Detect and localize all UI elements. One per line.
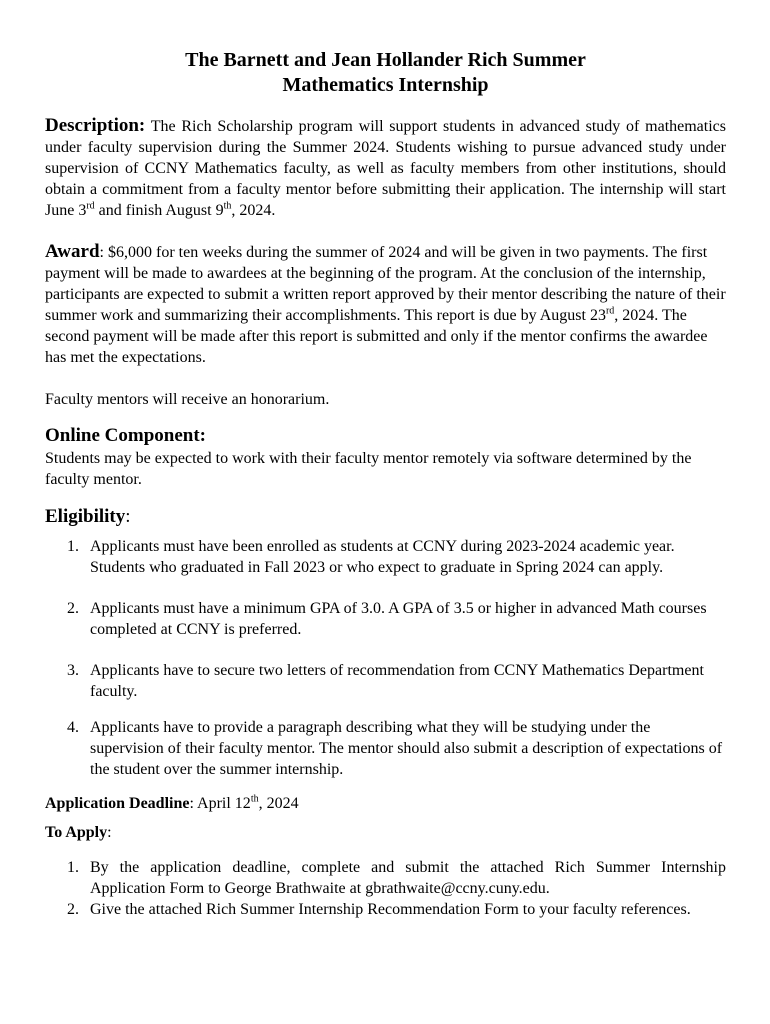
- list-item-number: 4.: [67, 719, 79, 736]
- list-item: [45, 899, 726, 920]
- description-sup-a: rd: [86, 200, 95, 212]
- list-item: [45, 717, 726, 780]
- award-text-b: , 2024. The second payment will be made after this report is submitted and only if the mentor confirms the awardee has met the expectations.: [45, 307, 708, 366]
- list-item-text: Applicants must have been enrolled as students at CCNY during 2023-2024 academic year. Students who graduated in Fall 2023 or who expect to graduate in Spring 2024 can apply.: [90, 538, 675, 576]
- list-item-text: Applicants must have a minimum GPA of 3.0. A GPA of 3.5 or higher in advanced Math courses completed at CCNY is preferred.: [90, 600, 707, 638]
- eligibility-label: Eligibility: [45, 506, 126, 527]
- award-paragraph: [45, 241, 726, 368]
- list-item: [45, 660, 726, 702]
- to-apply-colon: :: [107, 824, 112, 841]
- description-paragraph: [45, 115, 726, 221]
- online-heading: Online Component:: [45, 425, 206, 446]
- list-item: [45, 857, 726, 899]
- deadline-label: Application Deadline: [45, 795, 190, 812]
- online-text: Students may be expected to work with their faculty mentor remotely via software determined by the faculty mentor.: [45, 450, 692, 488]
- deadline-text-b: , 2024: [258, 795, 299, 812]
- description-text-c: , 2024.: [231, 202, 276, 219]
- description-sup-b: th: [223, 200, 232, 212]
- deadline-sup: th: [250, 793, 259, 805]
- description-text-a: The Rich Scholarship program will support students in advanced study of mathematics under faculty supervision during the Summer 2024. Students wishing to pursue advanced study under supervision of CCNY Mathematics faculty, as well as faculty members from other institutions, should obtain a commitment from a faculty mentor before submitting their application. The internship will start June 3: [45, 118, 727, 219]
- to-apply-heading: [45, 822, 726, 843]
- eligibility-heading: [45, 505, 726, 529]
- list-item-number: 1.: [67, 538, 79, 555]
- faculty-note: Faculty mentors will receive an honorarium.: [45, 391, 330, 408]
- application-deadline: [45, 793, 726, 814]
- description-text-b: and finish August 9: [94, 202, 224, 219]
- list-item-text: Give the attached Rich Summer Internship Recommendation Form to your faculty references.: [90, 901, 691, 918]
- list-item-text: Applicants have to provide a paragraph describing what they will be studying under the supervision of their faculty mentor. The mentor should also submit a description of expectations of the student over the summer internship.: [90, 719, 723, 778]
- list-item-number: 1.: [67, 859, 79, 876]
- list-item-number: 2.: [67, 600, 79, 617]
- list-item-text: By the application deadline, complete and submit the attached Rich Summer Internship Application Form to George Brathwaite at gbrathwaite@ccny.cuny.edu.: [90, 859, 726, 897]
- deadline-text-a: : April 12: [189, 795, 251, 812]
- list-item: [45, 598, 726, 640]
- list-item-text: Applicants have to secure two letters of recommendation from CCNY Mathematics Department faculty.: [90, 662, 704, 700]
- title-line-1: The Barnett and Jean Hollander Rich Summer: [185, 49, 586, 71]
- list-item: [45, 536, 726, 578]
- eligibility-list: [45, 536, 726, 780]
- list-item-number: 3.: [67, 662, 79, 679]
- title-line-2: Mathematics Internship: [282, 74, 489, 96]
- description-label: Description:: [45, 115, 146, 136]
- list-item-number: 2.: [67, 901, 79, 918]
- page-title: [45, 48, 726, 98]
- award-label: Award: [45, 241, 100, 262]
- eligibility-colon: :: [125, 506, 131, 527]
- to-apply-label: To Apply: [45, 824, 108, 841]
- award-text-a: : $6,000 for ten weeks during the summer of 2024 and will be given in two payments. The first payment will be made to awardees at the beginning of the program. At the conclusion of the internship, participants are expected to submit a written report approved by their mentor describing the nature of their summer work and summarizing their accomplishments. This report is due by August 23: [45, 244, 726, 324]
- to-apply-list: [45, 857, 726, 920]
- document-page: [45, 48, 726, 920]
- award-sup-a: rd: [605, 305, 615, 317]
